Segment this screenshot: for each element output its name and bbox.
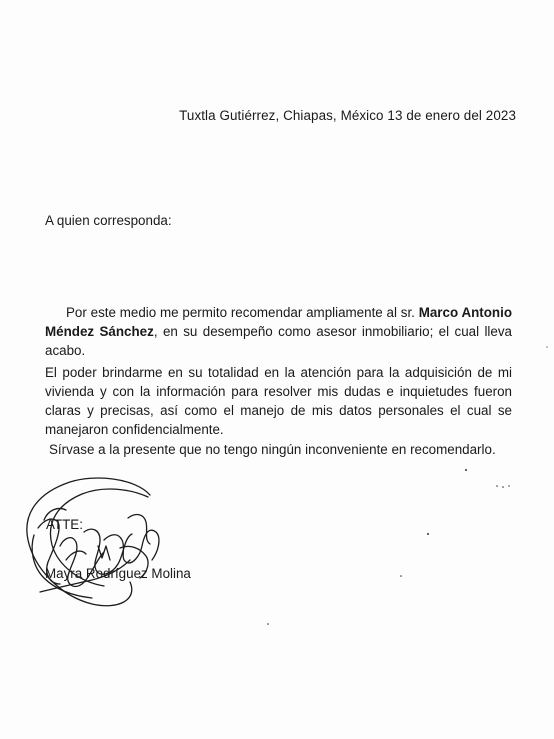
recommended-person-name: Marco Antonio Méndez Sánchez (45, 305, 513, 339)
salutation: A quien corresponda: (45, 213, 172, 228)
closing-atte: ATTE: (46, 517, 83, 532)
paragraph-lead-text: Por este medio me permito recomendar ampliamente al sr. (66, 305, 419, 320)
paragraph-closing-statement: Sírvase a la presente que no tengo ningún inconveniente en recomendarlo. (49, 442, 496, 457)
place-date: Tuxtla Gutiérrez, Chiapas, México 13 de enero del 2023 (179, 108, 516, 123)
paragraph-experience: El poder brindarme en su totalidad en la atención para la adquisición de mi vivienda y con la información para resolver mis dudas e inquietudes fueron claras y precisas, así como el manejo de mis datos personales el cual se manejaron confidencialmente. (45, 365, 512, 437)
paragraph-rest-text: , en su desempeño como asesor inmobiliario; el cual lleva acabo. (45, 324, 512, 358)
paragraph-recommendation (45, 303, 512, 360)
signer-name: Mayra Rodríguez Molina (45, 566, 191, 581)
